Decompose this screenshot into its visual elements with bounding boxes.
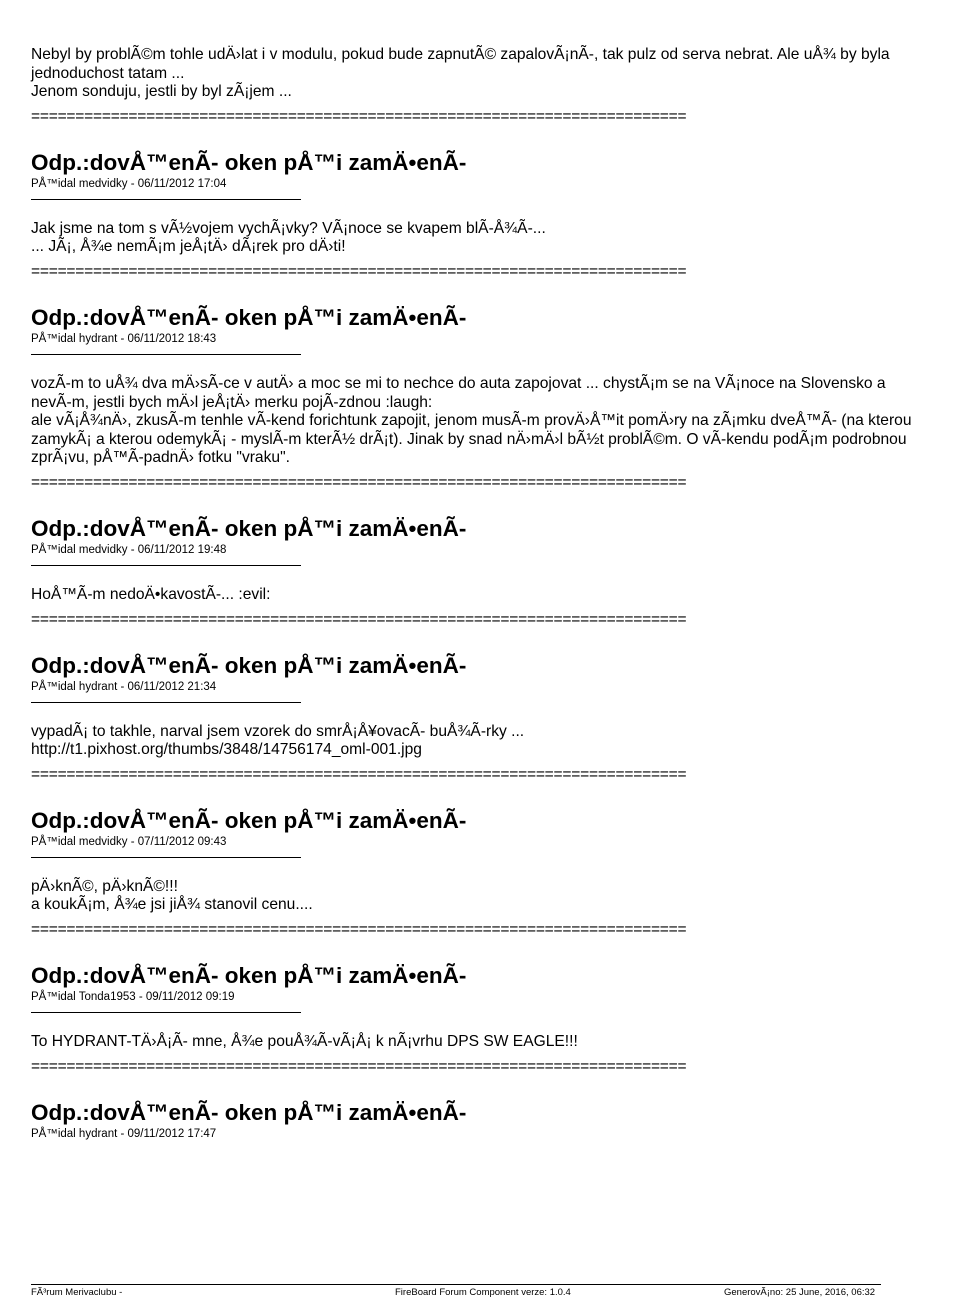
forum-post bbox=[31, 305, 960, 492]
intro-line: Jenom sonduju, jestli by byl zÃ¡jem ... bbox=[31, 83, 292, 101]
post-separator: ========================================================================== bbox=[31, 765, 687, 783]
post-body-line: ... JÃ¡, Å¾e nemÃ¡m jeÅ¡tÄ› dÃ¡rek pro dÄ›ti! bbox=[31, 238, 346, 256]
post-separator: ========================================================================== bbox=[31, 107, 687, 125]
forum-post bbox=[31, 963, 960, 1076]
image-url-text: http://t1.pixhost.org/thumbs/3848/14756174_oml-001.jpg bbox=[31, 741, 422, 759]
post-body bbox=[31, 723, 960, 760]
footer-divider bbox=[31, 1284, 881, 1285]
post-title: Odp.:dovÅ™enÃ- oken pÅ™i zamÄ•enÃ- bbox=[31, 304, 467, 330]
post-meta: PÅ™idal medvidky - 06/11/2012 19:48 bbox=[31, 543, 227, 556]
post-body bbox=[31, 220, 960, 257]
meta-divider bbox=[31, 1012, 301, 1013]
post-title: Odp.:dovÅ™enÃ- oken pÅ™i zamÄ•enÃ- bbox=[31, 149, 467, 175]
meta-divider bbox=[31, 702, 301, 703]
forum-post bbox=[31, 150, 960, 281]
post-body bbox=[31, 375, 960, 468]
intro-post-text bbox=[31, 46, 960, 102]
post-meta: PÅ™idal medvidky - 07/11/2012 09:43 bbox=[31, 835, 227, 848]
post-meta: PÅ™idal hydrant - 06/11/2012 21:34 bbox=[31, 680, 217, 693]
post-body bbox=[31, 1033, 960, 1052]
intro-line: Nebyl by problÃ©m tohle udÄ›lat i v modulu, pokud bude zapnutÃ© zapalovÃ¡nÃ-, tak pulz od serva nebrat. Ale uÅ¾ by byla bbox=[31, 46, 890, 63]
meta-divider bbox=[31, 199, 301, 200]
post-title: Odp.:dovÅ™enÃ- oken pÅ™i zamÄ•enÃ- bbox=[31, 1099, 467, 1125]
intro-line: jednoduchost tatam ... bbox=[31, 64, 185, 82]
meta-divider bbox=[31, 565, 301, 566]
meta-divider bbox=[31, 857, 301, 858]
post-body-line: Jak jsme na tom s vÃ½vojem vychÃ¡vky? VÃ¡noce se kvapem blÃ-Å¾Ã-... bbox=[31, 219, 546, 237]
post-separator: ========================================================================== bbox=[31, 920, 687, 938]
post-body-line: HoÅ™Ã-m nedoÄ•kavostÃ-... :evil: bbox=[31, 585, 271, 603]
meta-divider bbox=[31, 354, 301, 355]
forum-post bbox=[31, 653, 960, 784]
post-body-line: zamykÃ¡ a kterou odemykÃ¡ - myslÃ-m kterÃ½ drÃ¡t). Jinak by snad nÄ›mÄ›l bÃ½t problÃ©m. O vÃ-kendu podÃ¡m podrobnou bbox=[31, 430, 907, 448]
post-body-line: vypadÃ¡ to takhle, narval jsem vzorek do smrÅ¡Å¥ovacÃ- buÅ¾Ã-rky ... bbox=[31, 722, 525, 740]
post-body-line: a koukÃ¡m, Å¾e jsi jiÅ¾ stanovil cenu.... bbox=[31, 896, 313, 914]
post-body-line: nevÃ-m, jestli bych mÄ›l jeÅ¡tÄ› merku pojÃ-zdnou :laugh: bbox=[31, 393, 433, 411]
forum-post bbox=[31, 1100, 960, 1141]
post-body-line: pÄ›knÃ©, pÄ›knÃ©!!! bbox=[31, 877, 178, 895]
post-title: Odp.:dovÅ™enÃ- oken pÅ™i zamÄ•enÃ- bbox=[31, 807, 467, 833]
post-meta: PÅ™idal medvidky - 06/11/2012 17:04 bbox=[31, 177, 227, 190]
post-title: Odp.:dovÅ™enÃ- oken pÅ™i zamÄ•enÃ- bbox=[31, 652, 467, 678]
post-meta: PÅ™idal hydrant - 06/11/2012 18:43 bbox=[31, 332, 217, 345]
footer-component-version: FireBoard Forum Component verze: 1.0.4 bbox=[395, 1287, 571, 1298]
forum-thread-document bbox=[31, 46, 960, 1141]
post-body bbox=[31, 878, 960, 915]
post-body-line: To HYDRANT-TÄ›Å¡Ã- mne, Å¾e pouÅ¾Ã-vÃ¡Å¡ k nÃ¡vrhu DPS SW EAGLE!!! bbox=[31, 1032, 578, 1050]
post-meta: PÅ™idal Tonda1953 - 09/11/2012 09:19 bbox=[31, 990, 235, 1003]
post-body-line: vozÃ-m to uÅ¾ dva mÄ›sÃ-ce v autÄ› a moc se mi to nechce do auta zapojovat ... chystÃ¡m se na VÃ¡noce na Slovensko a bbox=[31, 374, 886, 392]
post-body bbox=[31, 586, 960, 605]
footer-site-name: FÃ³rum Merivaclubu - bbox=[31, 1287, 123, 1298]
post-title: Odp.:dovÅ™enÃ- oken pÅ™i zamÄ•enÃ- bbox=[31, 962, 467, 988]
forum-post bbox=[31, 516, 960, 629]
post-meta: PÅ™idal hydrant - 09/11/2012 17:47 bbox=[31, 1127, 217, 1140]
post-body-line: ale vÃ¡Å¾nÄ›, zkusÃ-m tenhle vÃ-kend forichtunk zapojit, jenom musÃ-m provÄ›Å™it pomÄ›ry na zÃ¡mku dveÅ™Ã- (na kterou bbox=[31, 412, 912, 430]
post-separator: ========================================================================== bbox=[31, 610, 687, 628]
forum-post bbox=[31, 808, 960, 939]
post-separator: ========================================================================== bbox=[31, 262, 687, 280]
post-separator: ========================================================================== bbox=[31, 1057, 687, 1075]
post-body-line: zprÃ¡vu, pÅ™Ã-padnÄ› fotku "vraku". bbox=[31, 449, 290, 467]
footer-generated-date: GenerovÃ¡no: 25 June, 2016, 06:32 bbox=[724, 1287, 876, 1298]
post-title: Odp.:dovÅ™enÃ- oken pÅ™i zamÄ•enÃ- bbox=[31, 515, 467, 541]
post-separator: ========================================================================== bbox=[31, 473, 687, 491]
